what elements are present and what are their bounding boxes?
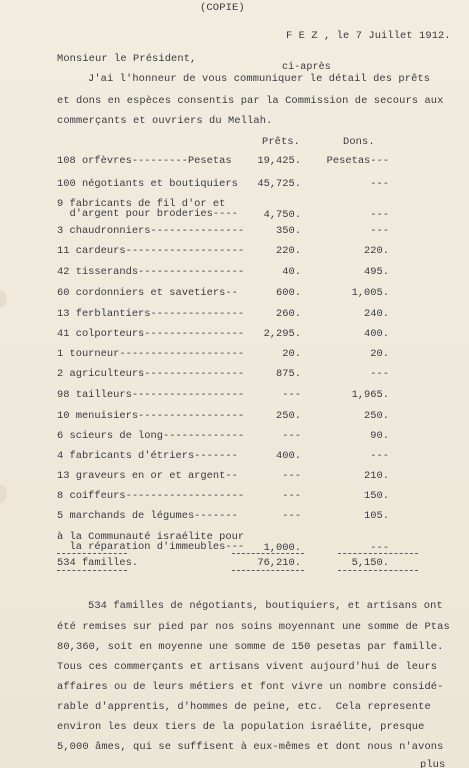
row-label: 42 tisserands----------------- [57,266,245,278]
row-dons: --- [370,368,389,380]
table-row [57,368,467,380]
row-label: 98 tailleurs------------------ [57,389,245,401]
summary-line-6: rable d'apprentis, d'hommes de peine, etc. Cela represente [57,701,431,713]
table-row [57,198,467,221]
table-row [57,490,467,502]
row-prets: 220. [276,245,301,257]
row-label: 108 orfèvres---------Pesetas [57,155,232,167]
row-label: 10 menuisiers----------------- [57,410,245,422]
row-dons: 150. [364,490,389,502]
summary-line-4: Tous ces commerçants et artisans vivent aujourd'hui de leurs [57,661,438,673]
table-row [57,328,467,340]
row-prets: 20. [282,348,301,360]
summary-line-8: 5,000 âmes, qui se suffisent à eux-mêmes et dont nous n'avons [57,741,444,753]
total-rule-left-bottom [57,570,127,571]
totals-row [57,557,467,569]
row-prets: 4,750. [263,209,301,221]
total-rule-left-top [57,553,127,554]
table-row [57,510,467,522]
summary-line-2: été remises sur pied par nos soins moyennant une somme de Ptas [57,621,450,633]
row-label: 4 fabricants d'étriers------- [57,450,238,462]
continued-word: plus [420,759,446,768]
row-prets: 350. [276,225,301,237]
row-prets: 260. [276,308,301,320]
row-dons: 220. [364,245,389,257]
total-prets: 76,210. [257,557,301,569]
table-row [57,348,467,360]
row-label: 6 scieurs de long------------- [57,430,245,442]
insertion-ci-apres: ci-après [282,62,331,73]
row-label: 100 négotiants et boutiquiers [57,178,238,190]
row-label: 13 ferblantiers--------------- [57,308,245,320]
table-row [57,155,467,167]
table-row [57,308,467,320]
total-rule-prets-top [232,553,304,554]
summary-line-5: affaires ou de leurs métiers et font vivre un nombre considé- [57,681,444,693]
row-prets: 45,725. [257,178,301,190]
row-dons: 210. [364,470,389,482]
total-rule-dons-top [338,553,418,554]
summary-line-3: 80,360, soit en moyenne une somme de 150 pesetas par famille. [57,641,444,653]
row-prets: 250. [276,410,301,422]
table-row [57,266,467,278]
row-dons: 1,005. [351,287,389,299]
table-row [57,430,467,442]
row-prets: 40. [282,266,301,278]
row-prets: 600. [276,287,301,299]
table-row [57,410,467,422]
table-row [57,531,467,554]
table-row [57,470,467,482]
total-rule-prets-bottom [232,570,304,571]
row-dons: 90. [370,430,389,442]
row-dons: --- [370,178,389,190]
row-dons: 240. [364,308,389,320]
row-dons: 1,965. [351,389,389,401]
row-dons: 400. [364,328,389,340]
table-row [57,287,467,299]
salutation: Monsieur le Président, [57,53,197,65]
row-label: 9 fabricants de fil d'or et d'argent pour broderies---- [57,198,238,220]
table-row [57,450,467,462]
row-label: 11 cardeurs------------------- [57,245,245,257]
row-prets: 1,000. [263,542,301,554]
table-row [57,389,467,401]
copy-header: (COPIE) [200,2,245,14]
row-dons: 495. [364,266,389,278]
row-label: 13 graveurs en or et argent-- [57,470,238,482]
row-label: 3 chaudronniers--------------- [57,225,245,237]
row-dons: 105. [364,510,389,522]
row-prets: --- [282,430,301,442]
intro-line-1: J'ai l'honneur de vous communiquer le détail des prêts [88,73,431,85]
row-prets: 19,425. [257,155,301,167]
row-prets: 2,295. [263,328,301,340]
row-dons: Pesetas--- [326,155,389,167]
row-label: 41 colporteurs---------------- [57,328,245,340]
row-prets: --- [282,389,301,401]
row-dons: --- [370,225,389,237]
row-prets: 875. [276,368,301,380]
summary-line-1: 534 familles de négotiants, boutiquiers, et artisans ont [88,600,443,612]
row-label: 5 marchands de légumes------- [57,510,238,522]
row-prets: --- [282,510,301,522]
intro-line-2: et dons en espèces consentis par la Commission de secours aux [57,95,444,107]
column-header-prets: Prêts. [262,136,301,148]
row-label: à la Communauté israélite pour la réparation d'immeubles--- [57,531,245,553]
row-dons: 250. [364,410,389,422]
punch-hole [0,485,7,503]
intro-line-3: commerçants et ouvriers du Mellah. [57,115,273,127]
row-dons: --- [370,450,389,462]
punch-hole [0,290,7,308]
summary-line-7: environ les deux tiers de la population israélite, presque [57,721,425,733]
row-label: 2 agriculteurs---------------- [57,368,245,380]
table-row [57,225,467,237]
row-dons: 20. [370,348,389,360]
row-prets: --- [282,470,301,482]
column-header-dons: Dons. [343,136,375,148]
total-rule-dons-bottom [338,570,418,571]
table-row [57,245,467,257]
row-label: 1 tourneur-------------------- [57,348,245,360]
row-dons: --- [370,209,389,221]
table-row [57,178,467,190]
row-label: 8 coiffeurs------------------- [57,490,245,502]
total-families: 534 familles. [57,557,139,569]
row-dons: --- [370,542,389,554]
date-line: F E Z , le 7 Juillet 1912. [286,30,451,42]
row-label: 60 cordonniers et savetiers-- [57,287,238,299]
total-dons: 5,150. [351,557,389,569]
row-prets: --- [282,490,301,502]
row-prets: 400. [276,450,301,462]
